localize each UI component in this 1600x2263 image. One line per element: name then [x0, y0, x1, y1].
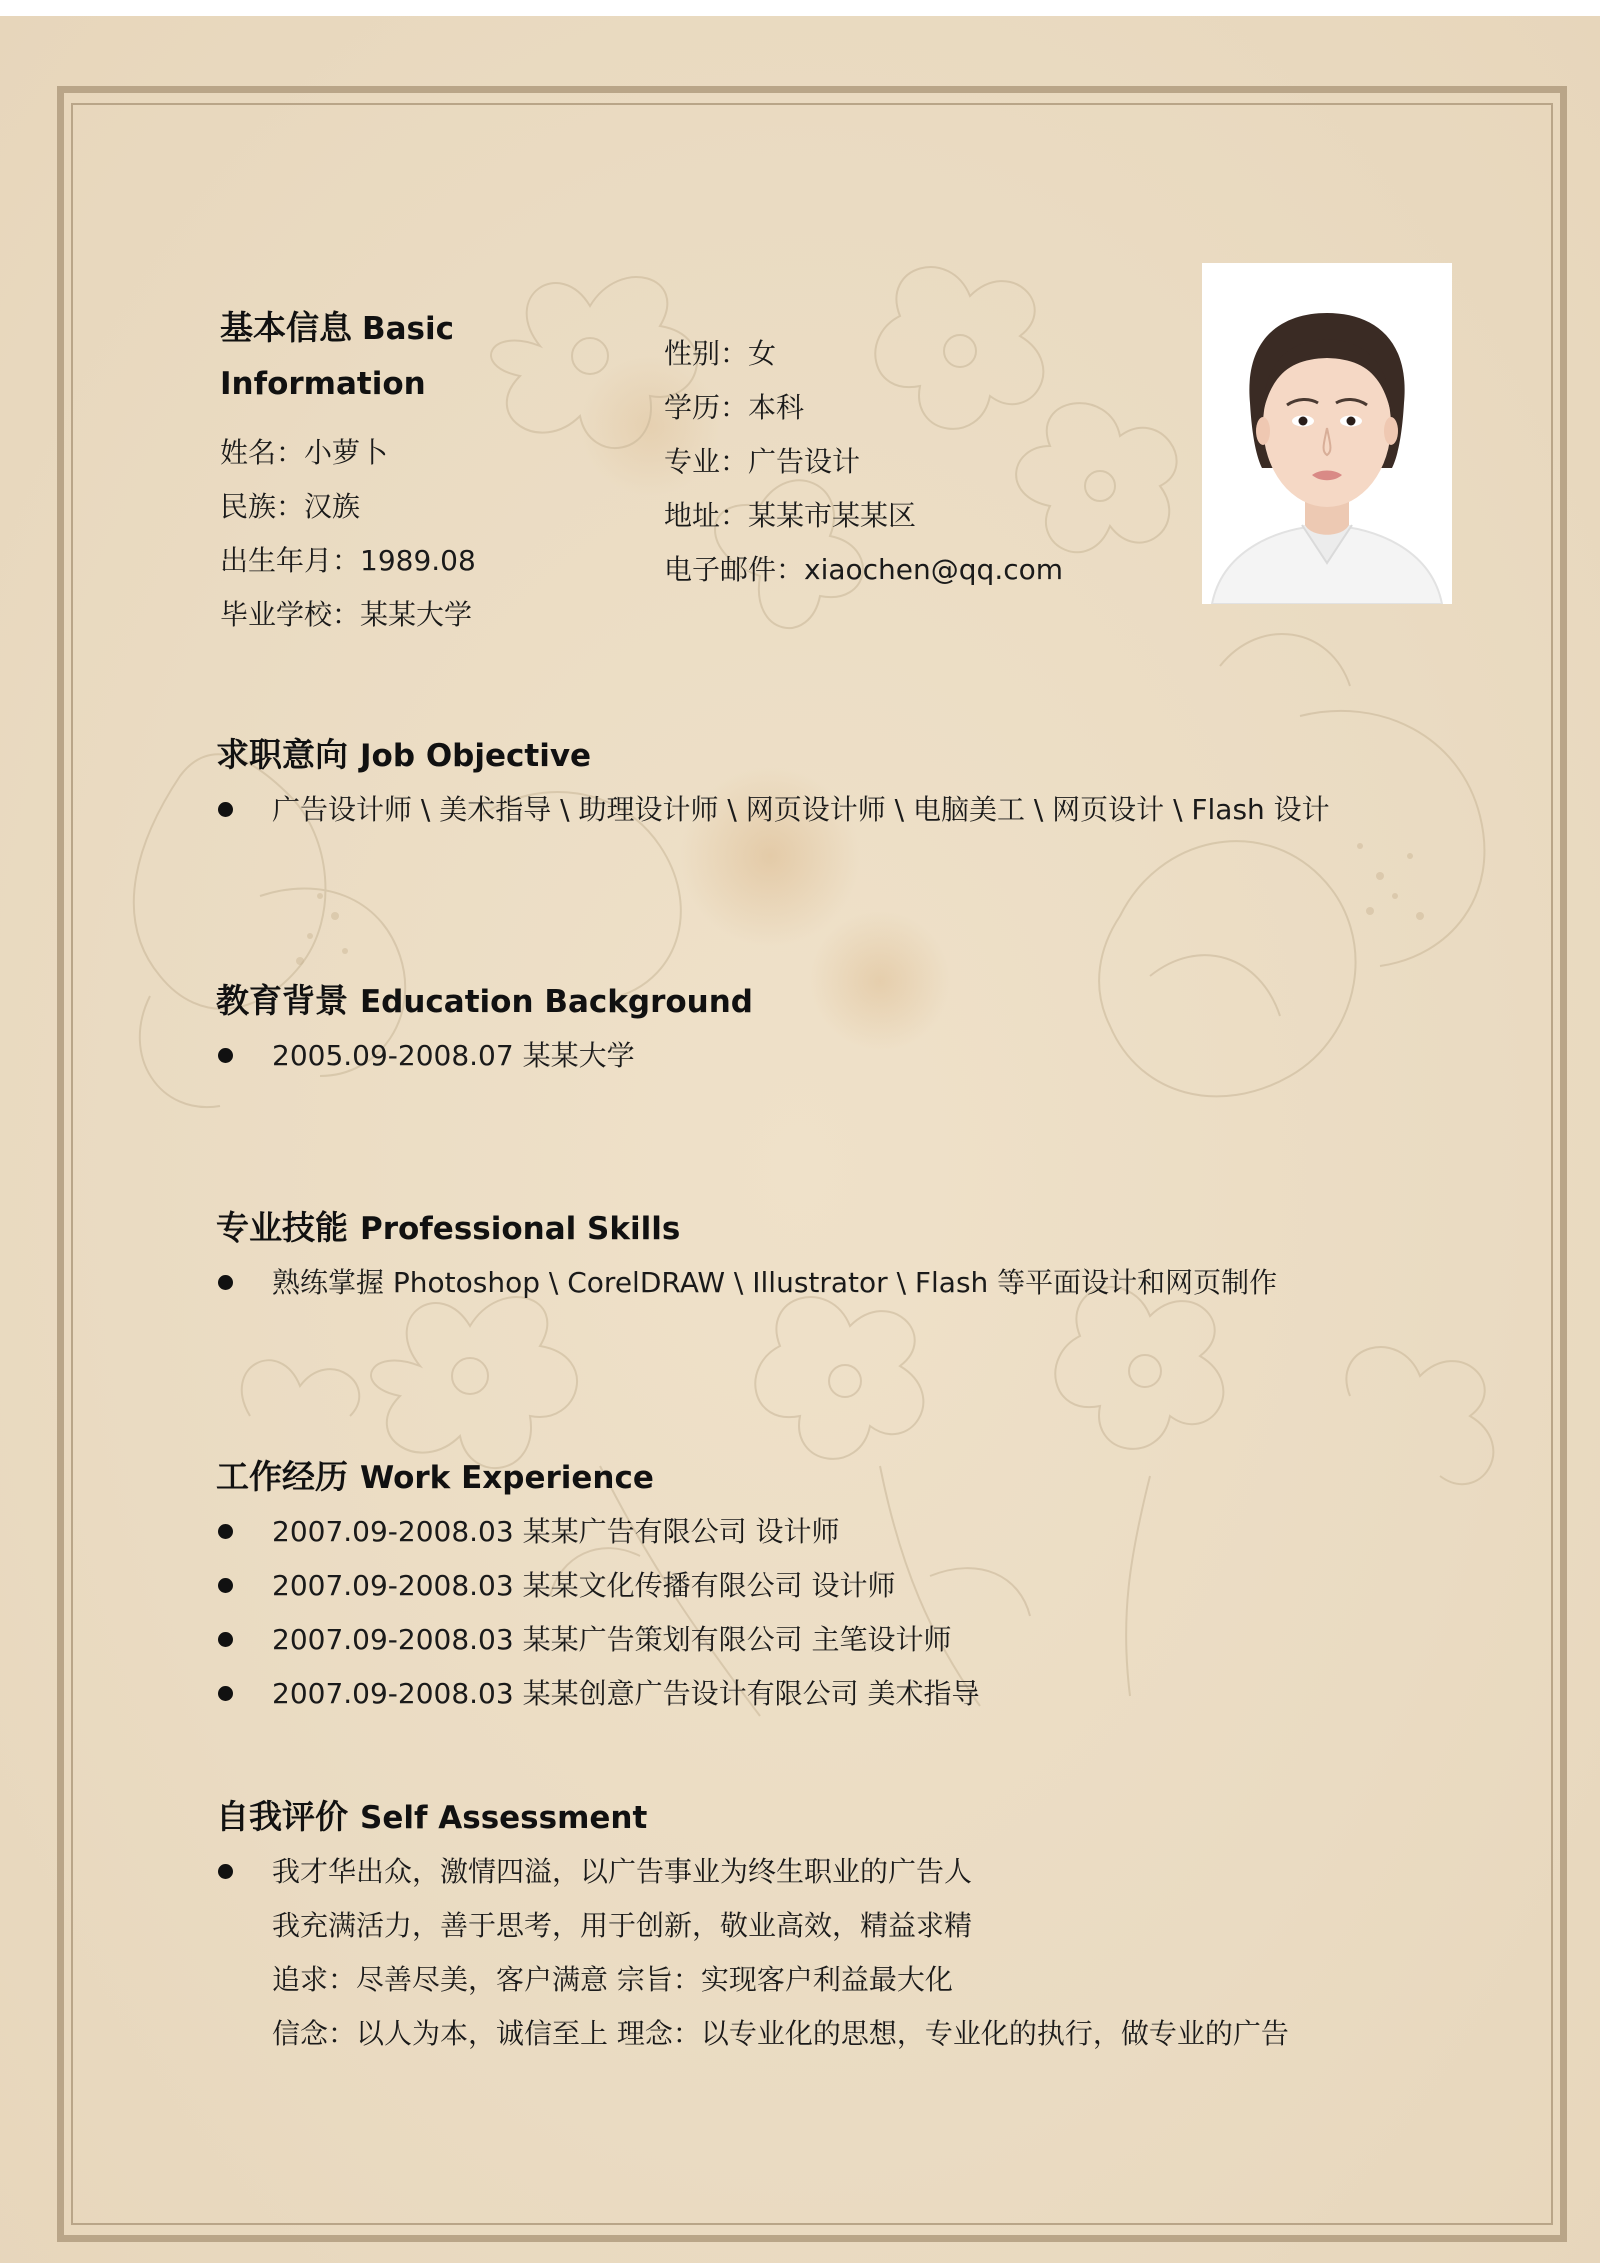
assessment-line: 我充满活力，善于思考，用于创新，敬业高效，精益求精	[272, 1909, 973, 1942]
job-objective-title-cn: 求职意向	[216, 735, 348, 774]
field-value: 本科	[748, 391, 805, 424]
bullet-icon	[218, 1864, 233, 1879]
bullet-icon	[218, 802, 233, 817]
assessment-line: 追求：尽善尽美，客户满意 宗旨：实现客户利益最大化	[272, 1963, 953, 1996]
item-text: 广告设计师 \ 美术指导 \ 助理设计师 \ 网页设计师 \ 电脑美工 \ 网页设计 \ Flash 设计	[272, 793, 1330, 826]
item-text: 2007.09-2008.03 某某广告有限公司 设计师	[272, 1515, 840, 1548]
work-experience-heading	[216, 1450, 654, 1505]
list-item	[216, 1029, 635, 1083]
skills-title-cn: 专业技能	[216, 1208, 348, 1247]
bullet-icon	[218, 1048, 233, 1063]
basic-info-right-column	[664, 327, 1063, 597]
list-item	[216, 1667, 979, 1721]
bullet-icon	[218, 1632, 233, 1647]
item-text: 熟练掌握 Photoshop \ CorelDRAW \ Illustrator \ Flash 等平面设计和网页制作	[272, 1266, 1278, 1299]
bullet-icon	[218, 1578, 233, 1593]
education-heading	[216, 974, 753, 1029]
field-label: 性别：	[664, 337, 749, 370]
birth-date-field	[220, 534, 476, 588]
field-value: 广告设计	[748, 445, 861, 478]
field-value: 汉族	[304, 490, 361, 523]
field-label: 姓名：	[220, 436, 305, 469]
job-objective-heading	[216, 728, 591, 783]
field-label: 电子邮件：	[664, 553, 805, 586]
list-item	[216, 1845, 1289, 2061]
bullet-icon	[218, 1686, 233, 1701]
major-field	[664, 435, 1063, 489]
assessment-line: 信念：以人为本，诚信至上 理念：以专业化的思想，专业化的执行，做专业的广告	[272, 2017, 1289, 2050]
field-label: 毕业学校：	[220, 598, 361, 631]
name-field	[220, 426, 476, 480]
item-text: 2005.09-2008.07 某某大学	[272, 1039, 635, 1072]
education-title-en: Education Background	[360, 984, 753, 1020]
education-list	[216, 1029, 635, 1083]
field-label: 学历：	[664, 391, 749, 424]
degree-field	[664, 381, 1063, 435]
field-value: 某某市某某区	[748, 499, 917, 532]
skills-list	[216, 1256, 1277, 1310]
item-text: 2007.09-2008.03 某某文化传播有限公司 设计师	[272, 1569, 896, 1602]
field-value: 1989.08	[360, 544, 476, 577]
list-item	[216, 783, 1330, 837]
self-assessment-heading	[216, 1790, 647, 1845]
job-objective-list	[216, 783, 1330, 837]
self-assessment-title-en: Self Assessment	[360, 1800, 648, 1836]
field-label: 出生年月：	[220, 544, 361, 577]
basic-info-title-cn: 基本信息	[220, 308, 352, 347]
resume-content	[0, 16, 1600, 2263]
ethnicity-field	[220, 480, 476, 534]
field-label: 民族：	[220, 490, 305, 523]
work-experience-list	[216, 1505, 979, 1721]
bullet-icon	[218, 1275, 233, 1290]
list-item	[216, 1559, 979, 1613]
work-experience-title-cn: 工作经历	[216, 1457, 348, 1496]
portrait-illustration	[1202, 263, 1452, 604]
work-experience-title-en: Work Experience	[360, 1460, 654, 1496]
field-value: 某某大学	[360, 598, 473, 631]
basic-info-heading	[220, 301, 520, 411]
field-value: 小萝卜	[304, 436, 389, 469]
list-item	[216, 1613, 979, 1667]
bullet-icon	[218, 1524, 233, 1539]
job-objective-title-en: Job Objective	[360, 738, 592, 774]
basic-info-left-column	[220, 426, 476, 642]
school-field	[220, 588, 476, 642]
address-field	[664, 489, 1063, 543]
skills-heading	[216, 1201, 680, 1256]
education-title-cn: 教育背景	[216, 981, 348, 1020]
skills-title-en: Professional Skills	[360, 1211, 681, 1247]
item-text: 2007.09-2008.03 某某创意广告设计有限公司 美术指导	[272, 1677, 980, 1710]
resume-page	[0, 16, 1600, 2263]
gender-field	[664, 327, 1063, 381]
field-value: xiaochen@qq.com	[804, 553, 1064, 586]
item-text: 2007.09-2008.03 某某广告策划有限公司 主笔设计师	[272, 1623, 952, 1656]
profile-photo	[1202, 263, 1452, 604]
self-assessment-title-cn: 自我评价	[216, 1797, 348, 1836]
field-label: 地址：	[664, 499, 749, 532]
list-item	[216, 1505, 979, 1559]
self-assessment-list	[216, 1845, 1289, 2061]
basic-info-title-en: Basic Information	[220, 311, 455, 402]
list-item	[216, 1256, 1277, 1310]
field-label: 专业：	[664, 445, 749, 478]
assessment-line: 我才华出众，激情四溢，以广告事业为终生职业的广告人	[272, 1855, 973, 1888]
field-value: 女	[748, 337, 777, 370]
email-field	[664, 543, 1063, 597]
